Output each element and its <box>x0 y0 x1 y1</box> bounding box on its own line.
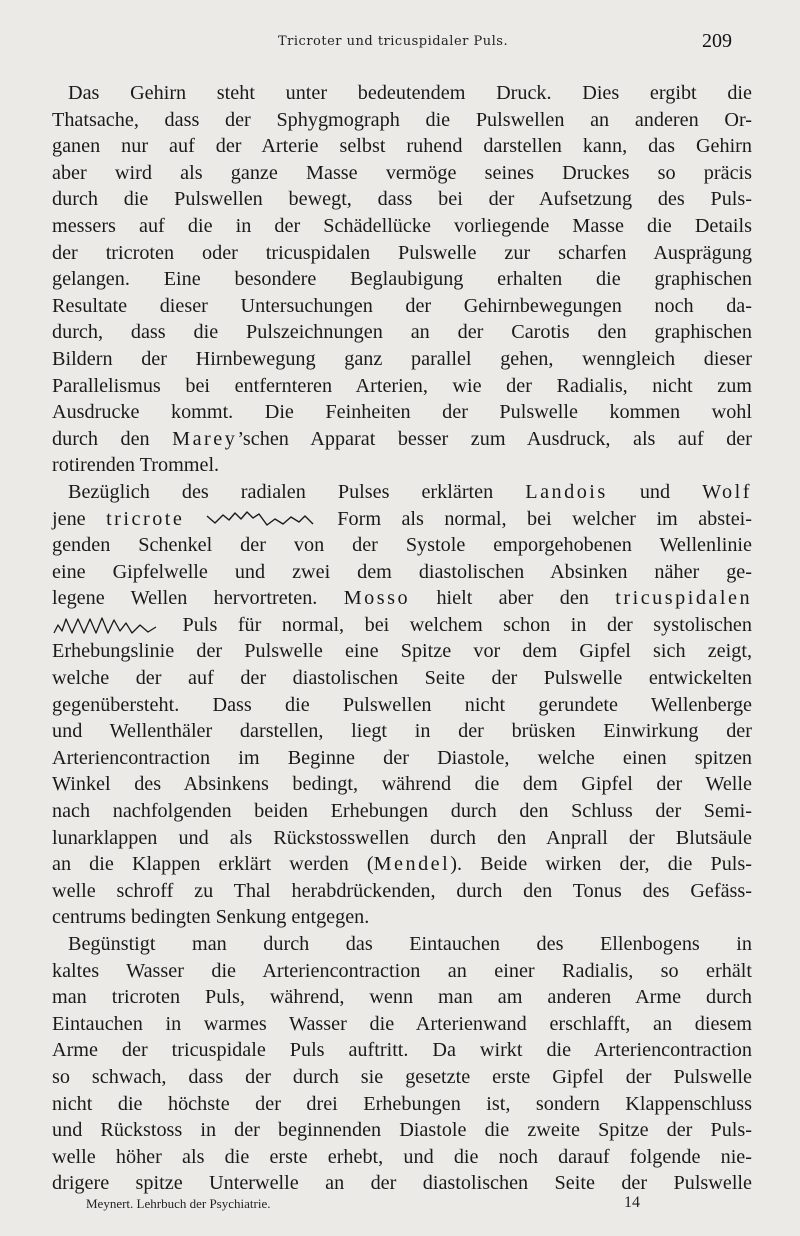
text-line: nicht die höchste der drei Erhebungen ist, sondern Klappenschluss <box>52 1092 752 1115</box>
text-line: Bildern der Hirnbewegung ganz parallel gehen, wenngleich dieser <box>52 347 752 370</box>
text-line <box>52 426 752 453</box>
text-line: kaltes Wasser die Arteriencontraction an einer Radialis, so erhält <box>52 959 752 982</box>
text-line: welche der auf der diastolischen Seite der Pulswelle entwickelten <box>52 667 752 690</box>
text-fragment: Form als normal, bei welcher im abstei- <box>337 507 753 530</box>
text-line: drigere spitze Unterwelle an der diastolischen Seite der Pulswelle <box>52 1172 752 1195</box>
text-line <box>52 585 752 612</box>
text-line <box>52 506 752 533</box>
text-line: Arteriencontraction im Beginne der Diastole, welche einen spitzen <box>52 746 752 769</box>
footer-signature: Meynert. Lehrbuch der Psychiatrie. <box>86 1196 271 1211</box>
text-line: Winkel des Absinkens bedingt, während die dem Gipfel der Welle <box>52 773 752 796</box>
body-text <box>52 80 752 1197</box>
text-line: so schwach, dass der durch sie gesetzte erste Gipfel der Pulswelle <box>52 1065 752 1088</box>
text-line <box>52 612 752 639</box>
text-line: Ausdrucke kommt. Die Feinheiten der Pulswelle kommen wohl <box>52 401 752 424</box>
author-name-wolf: Wolf <box>702 480 752 503</box>
text-line: Resultate dieser Untersuchungen der Gehirnbewegungen noch da- <box>52 294 752 317</box>
text-fragment: ). Beide wirken der, die Puls- <box>450 853 752 876</box>
text-line: Eintauchen in warmes Wasser die Arterienwand erschlafft, an diesem <box>52 1012 752 1035</box>
text-fragment: an die Klappen erklärt werden ( <box>52 853 374 876</box>
running-title: Tricroter und tricuspidaler Puls. <box>278 34 509 49</box>
text-fragment: Puls für normal, bei welchem schon in der systolischen <box>182 613 752 636</box>
text-line: welle höher als die erste erhebt, und die noch darauf folgende nie- <box>52 1145 752 1168</box>
text-line: nach nachfolgenden beiden Erhebungen durch den Schluss der Semi- <box>52 800 752 823</box>
text-line: und Rückstoss in der beginnenden Diastole die zweite Spitze der Puls- <box>52 1119 752 1142</box>
text-line: centrums bedingten Senkung entgegen. <box>52 906 370 929</box>
text-line: Thatsache, dass der Sphygmograph die Pulswellen an anderen Or- <box>52 108 752 131</box>
text-fragment: jene <box>52 507 86 530</box>
text-line: gegenübersteht. Dass die Pulswellen nicht gerundete Wellenberge <box>52 693 752 716</box>
text-line <box>52 479 752 506</box>
text-line: Arme der tricuspidale Puls auftritt. Da wirkt die Arteriencontraction <box>52 1039 752 1062</box>
term-tricuspidalen: tricuspidalen <box>615 587 753 610</box>
author-name-mosso: Mosso <box>343 587 411 610</box>
page-number: 209 <box>702 30 732 52</box>
text-line: aber wird als ganze Masse vermöge seines Druckes so präcis <box>52 161 752 184</box>
text-line: Parallelismus bei entfernteren Arterien, wie der Radialis, nicht zum <box>52 374 752 397</box>
text-line <box>52 851 752 878</box>
text-line: welle schroff zu Thal herabdrückenden, durch den Tonus des Gefäss- <box>52 879 752 902</box>
text-line: Erhebungslinie der Pulswelle eine Spitze vor dem Gipfel sich zeigt, <box>52 640 752 663</box>
text-line: eine Gipfelwelle und zwei dem diastolischen Absinken näher ge- <box>52 560 752 583</box>
text-line: man tricroten Puls, während, wenn man am anderen Arme durch <box>52 986 752 1009</box>
text-fragment: Bezüglich des radialen Pulses erklärten <box>68 480 494 503</box>
text-line: gelangen. Eine besondere Beglaubigung erhalten die graphischen <box>52 268 752 291</box>
text-fragment: hielt aber den <box>436 587 589 610</box>
text-line: und Wellenthäler darstellen, liegt in der brüsken Einwirkung der <box>52 720 752 743</box>
author-name-mendel: Mendel <box>373 853 451 876</box>
tricuspid-pulse-wave-icon <box>52 615 162 637</box>
text-line: der tricroten oder tricuspidalen Pulswelle zur scharfen Ausprägung <box>52 241 752 264</box>
text-fragment: durch den <box>52 427 150 450</box>
author-name-landois: Landois <box>525 480 608 503</box>
text-line: Das Gehirn steht unter bedeutendem Druck. Dies ergibt die <box>68 82 752 104</box>
text-line: Begünstigt man durch das Eintauchen des Ellenbogens in <box>68 933 752 955</box>
text-line: lunarklappen und als Rückstosswellen durch den Anprall der Blutsäule <box>52 826 752 849</box>
author-name-marey: Marey <box>172 427 238 450</box>
tricrot-pulse-wave-icon <box>205 510 317 530</box>
text-line: genden Schenkel der von der Systole emporgehobenen Wellenlinie <box>52 534 752 557</box>
running-head <box>0 30 800 54</box>
text-fragment: ’schen Apparat besser zum Ausdruck, als auf der <box>237 427 752 450</box>
term-tricrote: tricrote <box>106 507 185 530</box>
footer-sheet-number: 14 <box>624 1194 640 1211</box>
page-footer <box>52 1196 752 1216</box>
text-line: durch die Pulswellen bewegt, dass bei der Aufsetzung des Puls- <box>52 188 752 211</box>
text-line: messers auf die in der Schädellücke vorliegende Masse die Details <box>52 214 752 237</box>
text-line: rotirenden Trommel. <box>52 454 220 477</box>
text-fragment: und <box>639 480 671 503</box>
text-fragment: legene Wellen hervortreten. <box>52 587 318 610</box>
text-line: durch, dass die Pulszeichnungen an der Carotis den graphischen <box>52 321 752 344</box>
text-line: ganen nur auf der Arterie selbst ruhend darstellen kann, das Gehirn <box>52 135 752 158</box>
